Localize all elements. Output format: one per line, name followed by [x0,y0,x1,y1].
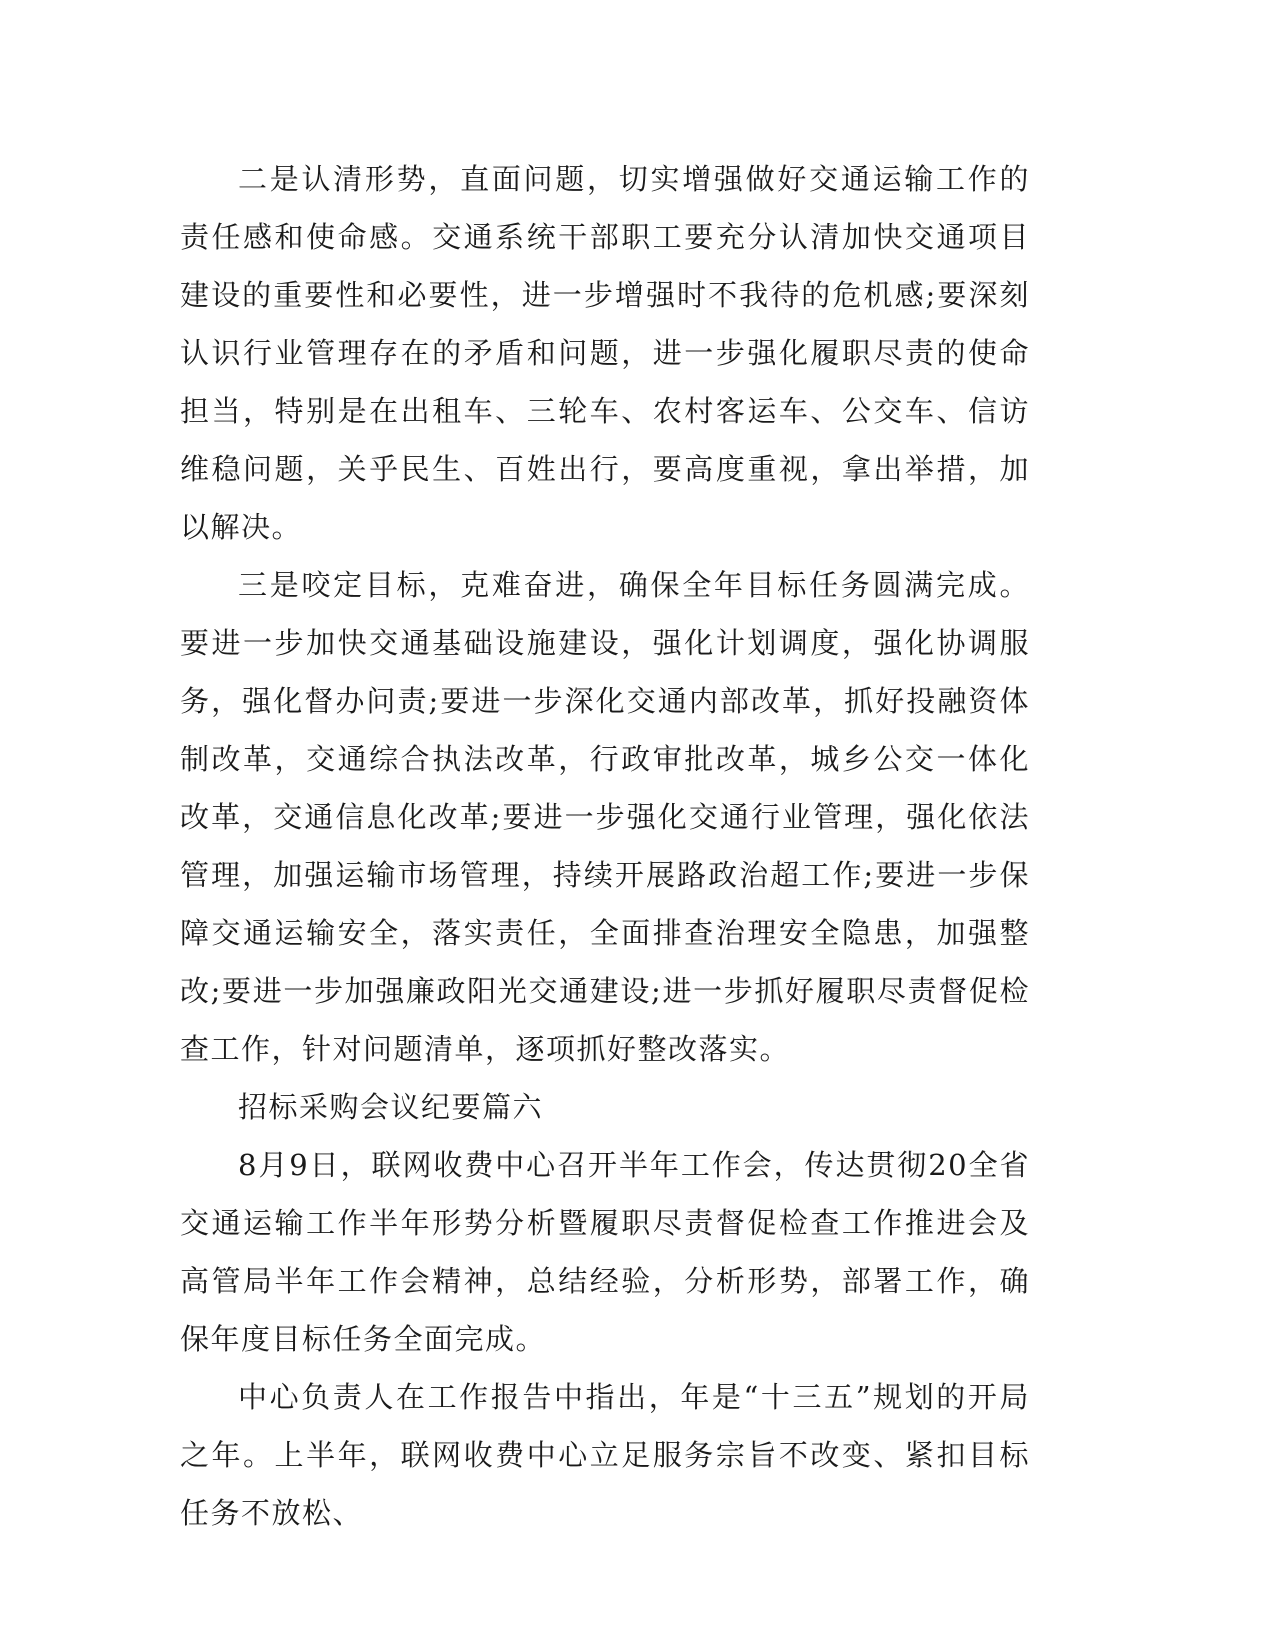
paragraph-meeting: 8月9日，联网收费中心召开半年工作会，传达贯彻20全省交通运输工作半年形势分析暨履职尽责督促检查工作推进会及高管局半年工作会精神，总结经验，分析形势，部署工作，确保年度目标任务全面完成。 [180,1148,1030,1356]
document-page [180,150,1030,1542]
paragraph-targets: 三是咬定目标，克难奋进，确保全年目标任务圆满完成。要进一步加快交通基础设施建设，强化计划调度，强化协调服务，强化督办问责;要进一步深化交通内部改革，抓好投融资体制改革，交通综合执法改革，行政审批改革，城乡公交一体化改革，交通信息化改革;要进一步强化交通行业管理，强化依法管理，加强运输市场管理，持续开展路政治超工作;要进一步保障交通运输安全，落实责任，全面排查治理安全隐患，加强整改;要进一步加强廉政阳光交通建设;进一步抓好履职尽责督促检查工作，针对问题清单，逐项抓好整改落实。 [180,568,1030,1066]
section-heading: 招标采购会议纪要篇六 [238,1090,544,1124]
paragraph-report: 中心负责人在工作报告中指出，年是“十三五”规划的开局之年。上半年，联网收费中心立足服务宗旨不改变、紧扣目标任务不放松、 [180,1380,1030,1530]
paragraph-responsibility: 二是认清形势，直面问题，切实增强做好交通运输工作的责任感和使命感。交通系统干部职工要充分认清加快交通项目建设的重要性和必要性，进一步增强时不我待的危机感;要深刻认识行业管理存在的矛盾和问题，进一步强化履职尽责的使命担当，特别是在出租车、三轮车、农村客运车、公交车、信访维稳问题，关乎民生、百姓出行，要高度重视，拿出举措，加以解决。 [180,162,1030,544]
